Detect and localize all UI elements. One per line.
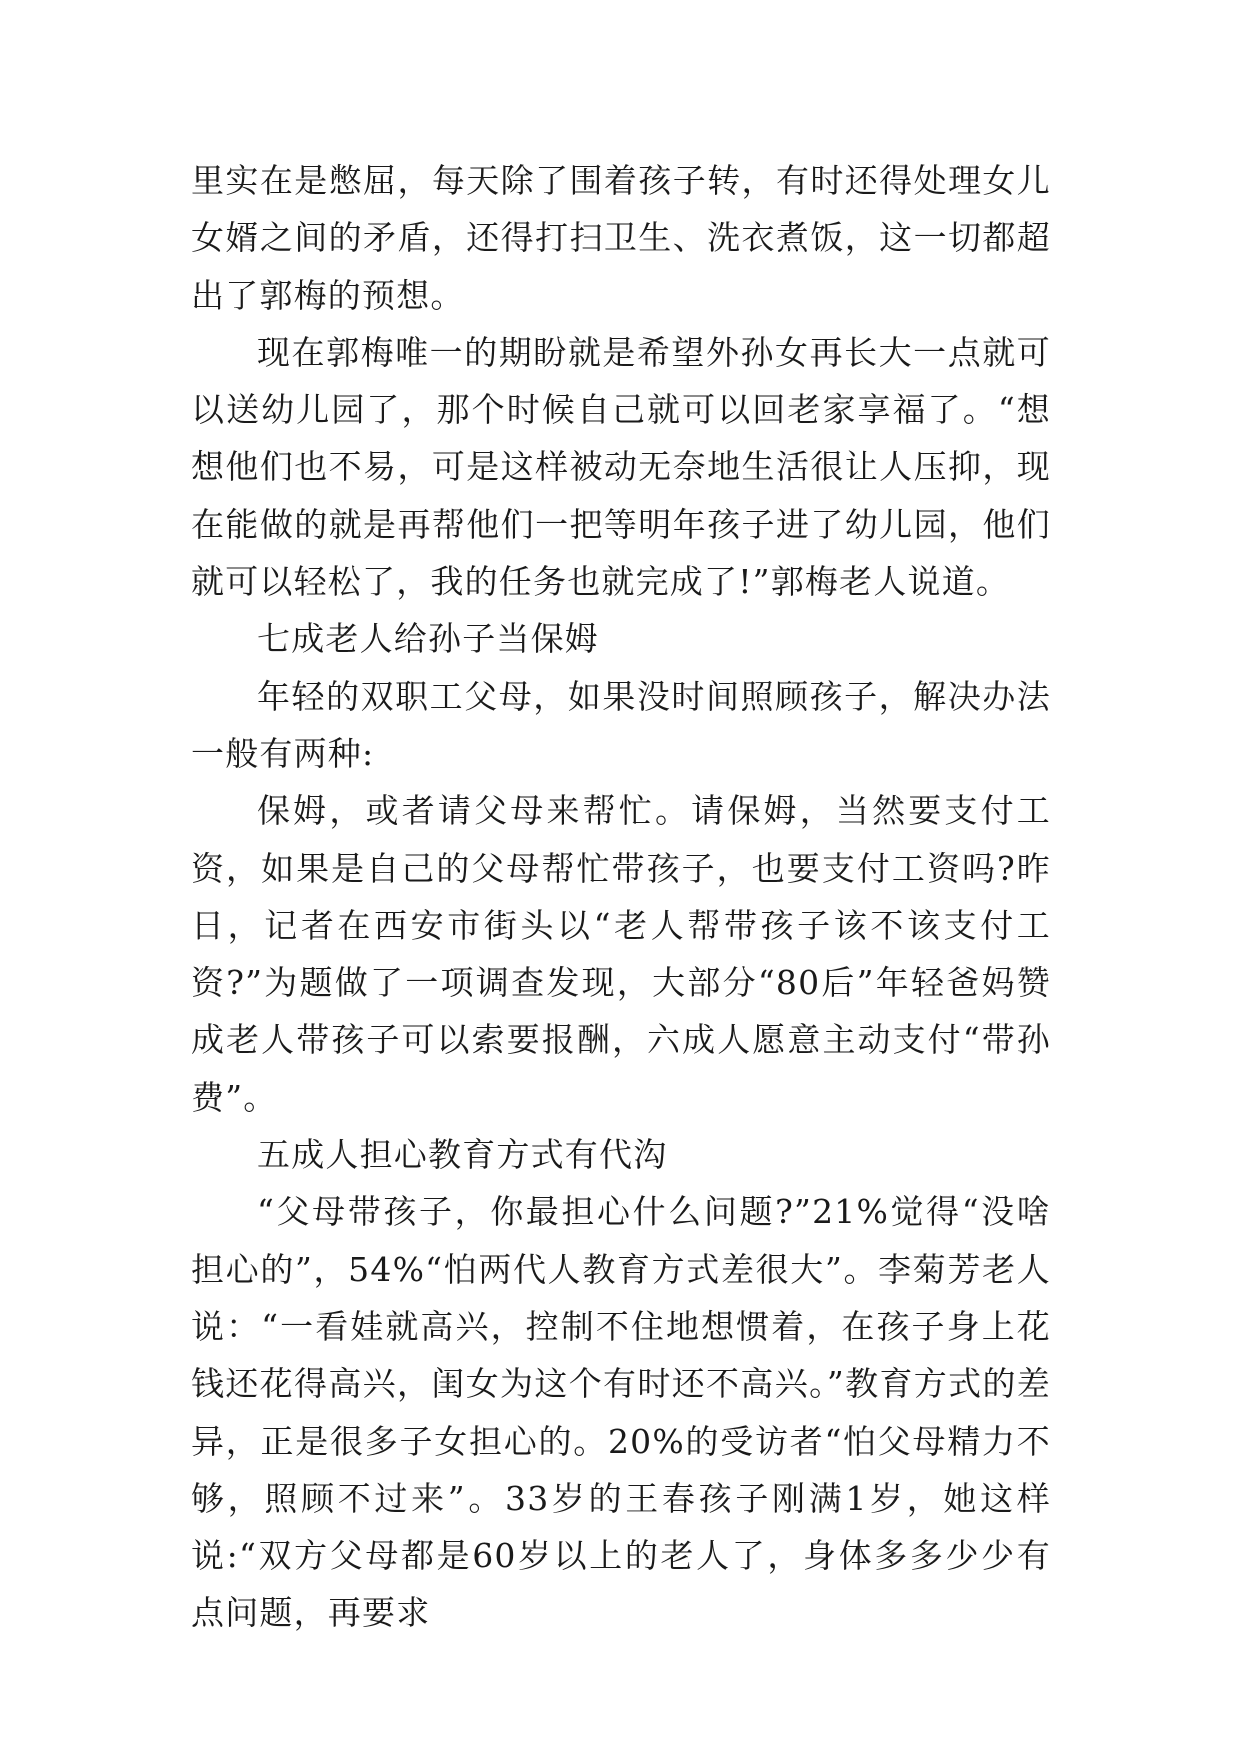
paragraph-4: 保姆，或者请父母来帮忙。请保姆，当然要支付工资，如果是自己的父母帮忙带孩子，也要支付工资吗?昨日，记者在西安市街头以“老人帮带孩子该不该支付工资?”为题做了一项调查发现，大部分“80后”年轻爸妈赞成老人带孩子可以索要报酬，六成人愿意主动支付“带孙费”。 xyxy=(191,791,1051,1117)
document-body xyxy=(191,152,1051,1642)
paragraph-3: 年轻的双职工父母，如果没时间照顾孩子，解决办法一般有两种: xyxy=(191,676,1051,773)
paragraph-2: 现在郭梅唯一的期盼就是希望外孙女再长大一点就可以送幼儿园了，那个时候自己就可以回老家享福了。“想想他们也不易，可是这样被动无奈地生活很让人压抑，现在能做的就是再帮他们一把等明年孩子进了幼儿园，他们就可以轻松了，我的任务也就完成了!”郭梅老人说道。 xyxy=(191,332,1051,602)
paragraph-1: 里实在是憋屈，每天除了围着孩子转，有时还得处理女儿女婿之间的矛盾，还得打扫卫生、洗衣煮饭，这一切都超出了郭梅的预想。 xyxy=(191,161,1051,315)
paragraph-5: “父母带孩子，你最担心什么问题?”21%觉得“没啥担心的”，54%“怕两代人教育方式差很大”。李菊芳老人说：“一看娃就高兴，控制不住地想惯着，在孩子身上花钱还花得高兴，闺女为这个有时还不高兴。”教育方式的差异，正是很多子女担心的。20%的受访者“怕父母精力不够，照顾不过来”。33岁的王春孩子刚满1岁，她这样说:“双方父母都是60岁以上的老人了，身体多多少少有点问题，再要求 xyxy=(191,1192,1051,1633)
section-heading-seventy-percent: 七成老人给孙子当保姆 xyxy=(257,619,599,659)
section-heading-fifty-percent: 五成人担心教育方式有代沟 xyxy=(257,1135,668,1175)
